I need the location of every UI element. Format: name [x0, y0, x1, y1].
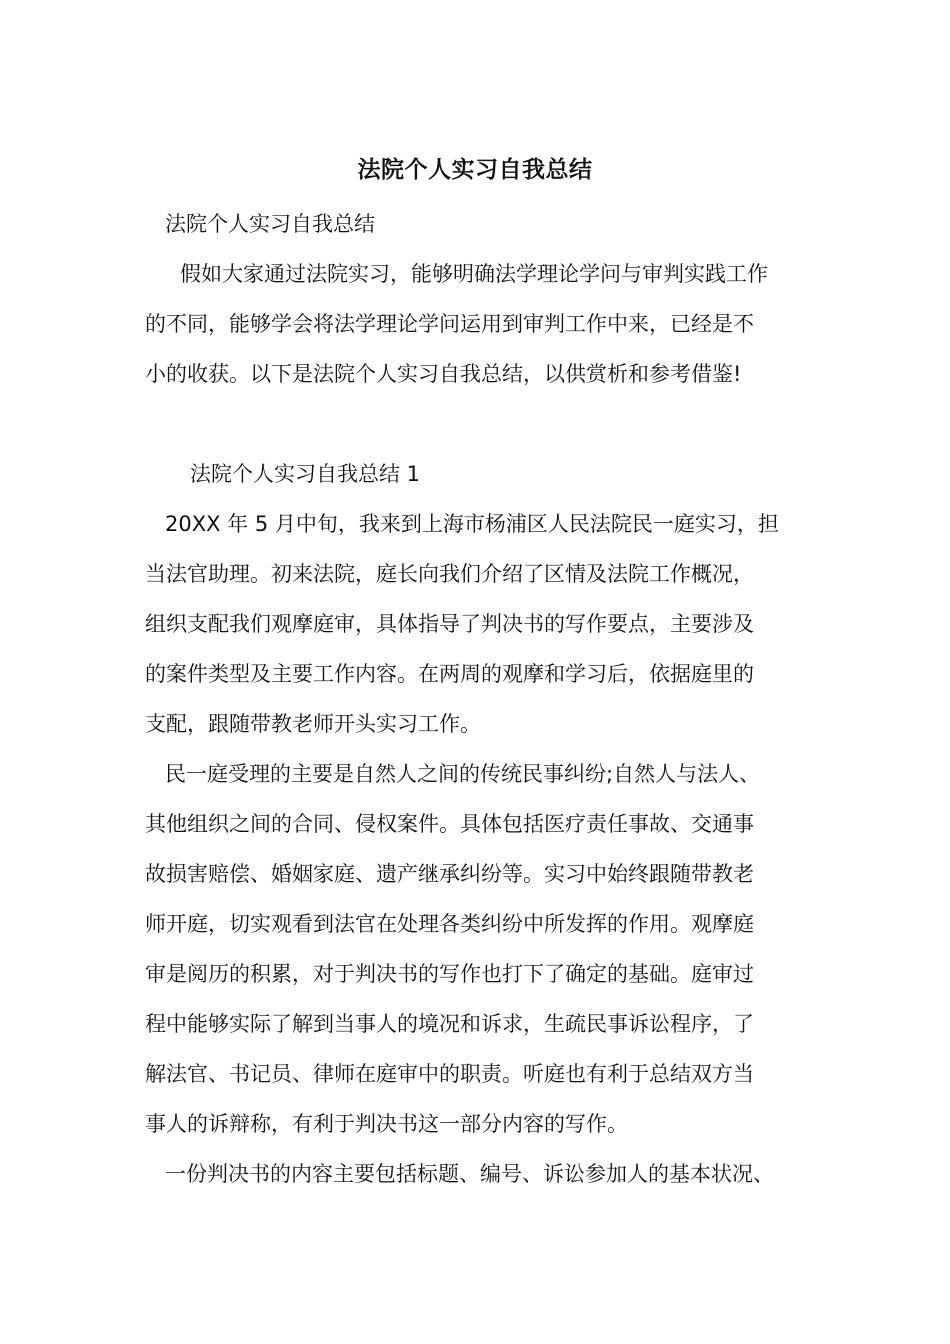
paragraph-line: 当法官助理。初来法院，庭长向我们介绍了区情及法院工作概况，	[145, 562, 754, 586]
paragraph-line: 事人的诉辩称，有利于判决书这一部分内容的写作。	[145, 1112, 628, 1136]
paragraph-line: 故损害赔偿、婚姻家庭、遗产继承纠纷等。实习中始终跟随带教老	[145, 862, 754, 886]
paragraph-line: 民一庭受理的主要是自然人之间的传统民事纠纷;自然人与法人、	[165, 762, 761, 786]
paragraph-line: 师开庭，切实观看到法官在处理各类纠纷中所发挥的作用。观摩庭	[145, 912, 754, 936]
paragraph-line: 其他组织之间的合同、侵权案件。具体包括医疗责任事故、交通事	[145, 812, 754, 836]
paragraph-line: 支配，跟随带教老师开头实习工作。	[145, 712, 481, 736]
paragraph-line: 组织支配我们观摩庭审，具体指导了判决书的写作要点，主要涉及	[145, 612, 754, 636]
paragraph-line: 程中能够实际了解到当事人的境况和诉求，生疏民事诉讼程序，了	[145, 1012, 754, 1036]
intro-line: 假如大家通过法院实习，能够明确法学理论学问与审判实践工作	[180, 262, 768, 286]
section-heading: 法院个人实习自我总结 1	[190, 462, 421, 486]
paragraph-line: 审是阅历的积累，对于判决书的写作也打下了确定的基础。庭审过	[145, 962, 754, 986]
subtitle: 法院个人实习自我总结	[165, 212, 375, 236]
paragraph-line: 20XX 年 5 月中旬，我来到上海市杨浦区人民法院民一庭实习，担	[165, 512, 779, 536]
paragraph-line: 的案件类型及主要工作内容。在两周的观摩和学习后，依据庭里的	[145, 662, 754, 686]
paragraph-line: 解法官、书记员、律师在庭审中的职责。听庭也有利于总结双方当	[145, 1062, 754, 1086]
document-title: 法院个人实习自我总结	[357, 156, 593, 183]
intro-line: 的不同，能够学会将法学理论学问运用到审判工作中来，已经是不	[145, 312, 754, 336]
intro-line: 小的收获。以下是法院个人实习自我总结，以供赏析和参考借鉴!	[145, 362, 742, 386]
paragraph-line: 一份判决书的内容主要包括标题、编号、诉讼参加人的基本状况、	[165, 1162, 774, 1186]
